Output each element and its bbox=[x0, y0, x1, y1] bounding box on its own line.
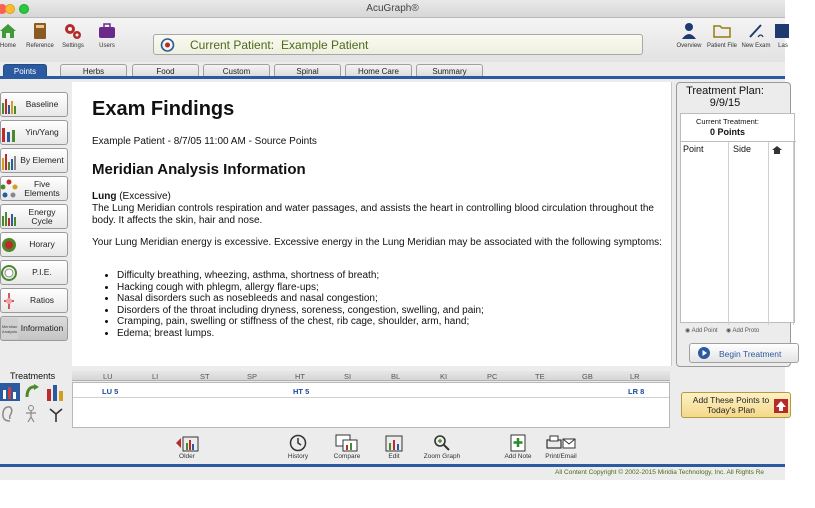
add-points-to-plan-button[interactable] bbox=[681, 392, 791, 418]
tab-strip bbox=[0, 62, 785, 77]
symptom-list bbox=[117, 270, 657, 339]
edit-graph-icon bbox=[384, 434, 404, 452]
home-button[interactable]: Home bbox=[0, 21, 28, 49]
compare-graphs-icon bbox=[335, 434, 359, 452]
analysis-sidebar bbox=[0, 90, 68, 340]
sidebar-item-label: Information bbox=[20, 323, 64, 333]
list-item: • Cramping, pain, swelling or stiffness of the chest, rib cage, shoulder, arm, hand; bbox=[117, 316, 657, 328]
overview-button[interactable]: Overview bbox=[669, 21, 709, 49]
current-treatment-label: Current Treatment: bbox=[696, 117, 759, 126]
baseline-chart-icon bbox=[1, 94, 18, 115]
sidebar-item-label: By Element bbox=[20, 155, 64, 165]
list-item: • Hacking cough with phlegm, allergy flare-ups; bbox=[117, 282, 657, 294]
older-button[interactable]: Older bbox=[162, 434, 212, 460]
sidebar-item-information[interactable] bbox=[0, 316, 68, 341]
begin-treatment-label: Begin Treatment bbox=[719, 349, 782, 359]
column-point: Point bbox=[681, 142, 729, 325]
folder-icon bbox=[712, 21, 732, 41]
bar-chart-icon[interactable] bbox=[0, 383, 20, 401]
ear-icon[interactable] bbox=[0, 405, 14, 423]
meridian-lr: LR bbox=[630, 372, 640, 381]
window-title: AcuGraph® bbox=[366, 3, 419, 14]
meridian-bl: BL bbox=[391, 372, 401, 381]
print-email-button[interactable]: Print/Email bbox=[536, 434, 586, 460]
list-item: • Disorders of the throat including dryness, soreness, congestion, swelling, and pain; bbox=[117, 305, 657, 317]
probe-icon bbox=[746, 21, 766, 41]
edit-button[interactable]: Edit bbox=[369, 434, 419, 460]
grid-icon bbox=[773, 21, 793, 41]
treatment-points-row bbox=[72, 382, 670, 428]
element-chart-icon bbox=[1, 150, 18, 171]
play-icon bbox=[698, 347, 710, 359]
sidebar-item-horary[interactable] bbox=[0, 232, 68, 257]
sidebar-item-baseline[interactable] bbox=[0, 92, 68, 117]
add-note-button[interactable]: Add Note bbox=[493, 434, 543, 460]
main-toolbar bbox=[0, 18, 788, 62]
patient-refresh-icon bbox=[160, 38, 175, 52]
new-exam-button[interactable]: New Exam bbox=[736, 21, 776, 49]
body-icon[interactable] bbox=[24, 405, 38, 423]
users-button[interactable]: Users bbox=[87, 21, 127, 49]
sidebar-item-by-element[interactable] bbox=[0, 148, 68, 173]
horary-clock-icon bbox=[1, 234, 18, 255]
clock-icon bbox=[289, 434, 307, 452]
sidebar-item-yin-yang[interactable] bbox=[0, 120, 68, 145]
treatment-point-ht[interactable]: HT 5 bbox=[293, 387, 310, 396]
reference-button[interactable]: Reference bbox=[20, 21, 60, 49]
treatment-plan-table bbox=[680, 113, 795, 323]
zoom-graph-button[interactable]: Zoom Graph bbox=[417, 434, 467, 460]
tab-spinal[interactable]: Spinal bbox=[274, 64, 341, 78]
sidebar-item-energy-cycle[interactable] bbox=[0, 204, 68, 229]
add-points-label: Add These Points to Today's Plan bbox=[692, 395, 770, 415]
home-icon bbox=[0, 21, 18, 41]
exam-subtitle: Example Patient - 8/7/05 11:00 AM - Source Points bbox=[92, 136, 317, 147]
patient-file-button[interactable]: Patient File bbox=[702, 21, 742, 49]
treatment-plan-date: 9/9/15 bbox=[709, 97, 741, 109]
tab-points[interactable]: Points bbox=[3, 64, 47, 78]
bottom-toolbar bbox=[0, 430, 785, 465]
sidebar-item-label: Energy Cycle bbox=[28, 206, 56, 226]
cycle-arrows-icon[interactable] bbox=[24, 383, 42, 401]
tab-underline bbox=[0, 76, 785, 79]
energy-text: Your Lung Meridian energy is excessive. Excessive energy in the Lung Meridian may be associated with the following symptoms: bbox=[92, 237, 662, 248]
meridian-name: Lung bbox=[92, 191, 117, 202]
list-item: • Edema; breast lumps. bbox=[117, 328, 657, 340]
meridian-description-text: The Lung Meridian controls respiration and water passages, and assists the heart in controlling blood circulation throughout the body. It affects the skin, hair and nose. bbox=[92, 203, 654, 226]
list-item: • Nasal disorders such as nosebleeds and nasal congestion; bbox=[117, 293, 657, 305]
begin-treatment-button[interactable] bbox=[689, 343, 799, 363]
meridian-li: LI bbox=[152, 372, 159, 381]
split-arrows-icon[interactable] bbox=[48, 405, 64, 423]
sidebar-item-label: P.I.E. bbox=[32, 267, 52, 277]
sidebar-item-label: Ratios bbox=[29, 295, 55, 305]
tab-summary[interactable]: Summary bbox=[416, 64, 483, 78]
current-patient-name: Example Patient bbox=[281, 38, 369, 52]
yin-yang-chart-icon bbox=[1, 122, 18, 143]
settings-button[interactable]: Settings bbox=[53, 21, 93, 49]
book-icon bbox=[30, 21, 50, 41]
print-email-icon bbox=[546, 434, 576, 452]
meridian-ki: KI bbox=[440, 372, 448, 381]
meridian-state: (Excessive) bbox=[116, 191, 171, 202]
treatments-label: Treatments bbox=[10, 371, 56, 381]
gears-icon bbox=[63, 21, 83, 41]
tab-food[interactable]: Food bbox=[132, 64, 199, 78]
ratios-icon bbox=[1, 290, 18, 311]
current-treatment-points: 0 Points bbox=[709, 127, 745, 137]
history-button[interactable]: History bbox=[273, 434, 323, 460]
meridian-description bbox=[92, 191, 662, 227]
add-note-icon bbox=[510, 434, 526, 452]
page-title: Exam Findings bbox=[92, 98, 235, 120]
sidebar-item-label: Five Elements bbox=[24, 178, 60, 198]
tab-custom[interactable]: Custom bbox=[203, 64, 270, 78]
meridian-header bbox=[72, 371, 670, 381]
compare-button[interactable]: Compare bbox=[322, 434, 372, 460]
grouped-bars-icon[interactable] bbox=[46, 383, 66, 401]
home-icon bbox=[771, 145, 783, 155]
sidebar-item-ratios[interactable] bbox=[0, 288, 68, 313]
sidebar-item-label: Horary bbox=[29, 239, 55, 249]
current-patient-label: Current Patient: bbox=[190, 38, 275, 52]
column-side: Side bbox=[729, 142, 769, 325]
sidebar-item-label: Yin/Yang bbox=[25, 127, 59, 137]
column-home bbox=[769, 142, 794, 325]
treatment-plan-title: Treatment Plan: 9/9/15 bbox=[686, 85, 764, 109]
last-button[interactable]: Las bbox=[768, 21, 798, 49]
copyright-text: All Content Copyright © 2002-2015 Miridia Technology, Inc. All Rights Re bbox=[555, 469, 765, 476]
meridian-pc: PC bbox=[487, 372, 498, 381]
section-heading: Meridian Analysis Information bbox=[92, 161, 306, 178]
footer-divider bbox=[0, 464, 785, 467]
arrow-up-icon bbox=[774, 399, 788, 413]
sidebar-item-five-elements[interactable] bbox=[0, 176, 68, 201]
meridian-ht: HT bbox=[295, 372, 305, 381]
meridian-te: TE bbox=[535, 372, 545, 381]
list-item: • Difficulty breathing, wheezing, asthma, shortness of breath; bbox=[117, 270, 657, 282]
older-graph-icon bbox=[175, 434, 199, 452]
meridian-st: ST bbox=[200, 372, 210, 381]
sidebar-item-label: Baseline bbox=[25, 99, 59, 109]
treatment-point-lu[interactable]: LU 5 bbox=[102, 387, 119, 396]
pie-gauge-icon bbox=[1, 262, 18, 283]
briefcase-icon bbox=[97, 21, 117, 41]
treatment-plan-panel bbox=[676, 82, 791, 367]
add-point-button[interactable]: ◉ Add Point bbox=[685, 328, 718, 334]
tab-home-care[interactable]: Home Care bbox=[345, 64, 412, 78]
meridian-sp: SP bbox=[247, 372, 258, 381]
tab-herbs[interactable]: Herbs bbox=[60, 64, 127, 78]
meridian-lu: LU bbox=[103, 372, 113, 381]
exam-findings-panel bbox=[72, 82, 672, 366]
energy-cycle-chart-icon bbox=[1, 206, 18, 227]
current-patient-box[interactable] bbox=[153, 34, 643, 55]
treatment-mode-icons bbox=[0, 381, 70, 427]
add-protocol-button[interactable]: ◉ Add Proto bbox=[725, 328, 760, 334]
treatment-point-lr[interactable]: LR 8 bbox=[628, 387, 645, 396]
magnifier-icon bbox=[433, 434, 451, 452]
meridian-analysis-thumb: Meridian Analysis bbox=[1, 318, 18, 339]
title-bar bbox=[0, 0, 785, 18]
meridian-si: SI bbox=[344, 372, 352, 381]
person-icon bbox=[679, 21, 699, 41]
sidebar-item-pie[interactable] bbox=[0, 260, 68, 285]
five-elements-icon bbox=[1, 178, 18, 199]
meridian-gb: GB bbox=[582, 372, 593, 381]
